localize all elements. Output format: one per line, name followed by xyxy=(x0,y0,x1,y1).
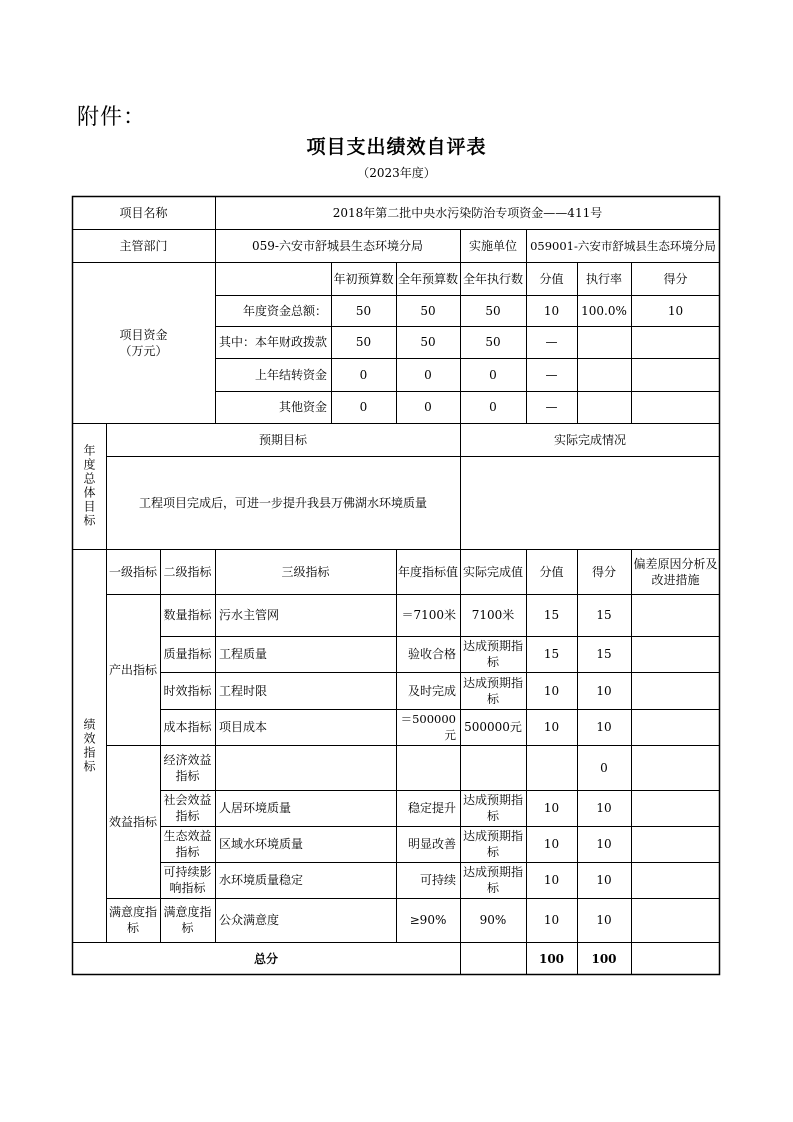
funds-col-header: 全年预算数 xyxy=(398,271,459,286)
dept-label: 主管部门 xyxy=(119,238,168,253)
dept-value: 059-六安市舒城县生态环境分局 xyxy=(252,238,423,253)
remark-cell xyxy=(631,862,720,898)
score-value-cell: 15 xyxy=(543,608,560,622)
funds-cell: — xyxy=(545,400,558,414)
total-score: 100 xyxy=(591,951,617,966)
actual-cell: 达成预期指标 xyxy=(462,675,523,706)
indicator-col-header: 二级指标 xyxy=(163,564,212,579)
funds-cell: 50 xyxy=(485,303,501,318)
funds-cell: — xyxy=(545,335,558,349)
total-actual-cell xyxy=(460,942,526,975)
expected-goal-text: 工程项目完成后，可进一步提升我县万佛湖水环境质量 xyxy=(138,495,427,510)
level3-cell xyxy=(215,745,396,790)
score-cell: 10 xyxy=(596,873,612,887)
level2-cell: 时效指标 xyxy=(163,683,212,698)
funds-cell xyxy=(631,326,720,358)
indicator-col-header: 三级指标 xyxy=(281,564,330,579)
remark-cell xyxy=(631,672,720,709)
total-remark-cell xyxy=(631,942,720,975)
indicator-col-header: 得分 xyxy=(591,564,616,579)
funds-cell: 0 xyxy=(424,400,432,414)
funds-cell: 50 xyxy=(420,335,436,349)
score-cell: 15 xyxy=(596,647,612,661)
funds-cell: 50 xyxy=(355,303,372,318)
target-cell xyxy=(396,745,460,790)
total-score-value: 100 xyxy=(538,951,565,966)
actual-cell: 达成预期指标 xyxy=(462,829,523,859)
funds-cell: 0 xyxy=(489,367,497,382)
project-name-label: 项目名称 xyxy=(119,205,168,220)
indicator-col-header: 实际完成值 xyxy=(462,564,523,579)
target-cell: 明显改善 xyxy=(407,837,456,851)
funds-cell xyxy=(577,391,631,423)
score-cell: 10 xyxy=(596,720,612,734)
score-cell: 10 xyxy=(596,683,612,698)
funds-cell: 0 xyxy=(489,400,497,414)
funds-col-header: 全年执行数 xyxy=(462,271,523,286)
level3-cell: 工程质量 xyxy=(219,647,268,661)
funds-cell: 0 xyxy=(359,367,368,382)
funds-col-header: 得分 xyxy=(663,271,688,286)
target-cell: 稳定提升 xyxy=(407,801,456,815)
level3-cell: 公众满意度 xyxy=(219,913,280,927)
funds-cell: — xyxy=(545,367,558,382)
score-cell: 15 xyxy=(596,608,612,622)
funds-label-line1: 项目资金 xyxy=(119,327,168,342)
funds-col-header: 执行率 xyxy=(585,271,622,286)
level2-cell: 生态效益指标 xyxy=(163,829,212,859)
indicator-col-header: 偏差原因分析及改进措施 xyxy=(633,556,718,587)
target-cell: 可持续 xyxy=(419,873,456,887)
level2-cell: 满意度指标 xyxy=(163,905,212,935)
target-cell: 验收合格 xyxy=(407,647,456,661)
level2-cell: 数量指标 xyxy=(163,608,212,622)
remark-cell xyxy=(631,636,720,672)
score-value-cell: 15 xyxy=(543,647,560,661)
funds-col-header: 年初预算数 xyxy=(333,271,394,286)
level1-benefit: 效益指标 xyxy=(108,814,157,829)
actual-cell: 500000元 xyxy=(464,720,522,734)
funds-col-header: 分值 xyxy=(539,271,564,286)
funds-cell: 0 xyxy=(424,367,432,382)
level3-cell: 水环境质量稳定 xyxy=(219,873,304,887)
score-cell: 0 xyxy=(600,760,608,775)
level2-cell: 可持续影响指标 xyxy=(163,865,212,895)
score-value-cell xyxy=(526,745,577,790)
score-value-cell: 10 xyxy=(543,801,560,815)
actual-cell: 达成预期指标 xyxy=(462,865,523,895)
level2-cell: 经济效益指标 xyxy=(163,752,212,783)
remark-cell xyxy=(631,745,720,790)
score-cell: 10 xyxy=(596,913,612,927)
project-name-value: 2018年第二批中央水污染防治专项资金——411号 xyxy=(332,205,603,220)
funds-row-label: 上年结转资金 xyxy=(254,367,327,382)
score-cell: 10 xyxy=(596,801,612,815)
remark-cell xyxy=(631,898,720,942)
target-cell: 及时完成 xyxy=(407,683,456,698)
score-value-cell: 10 xyxy=(543,683,560,698)
impl-label: 实施单位 xyxy=(468,238,517,253)
indicator-col-header: 年度指标值 xyxy=(398,564,459,579)
funds-label xyxy=(72,262,215,423)
impl-value: 059001-六安市舒城县生态环境分局 xyxy=(530,238,716,253)
goals-section-label: 年度总体目标 xyxy=(82,444,96,528)
funds-cell: 100.0% xyxy=(581,303,627,318)
indicator-col-header: 一级指标 xyxy=(108,564,157,579)
actual-result-text xyxy=(460,456,720,549)
funds-cell: 50 xyxy=(355,335,372,349)
funds-cell: 10 xyxy=(543,303,560,318)
attachment-label: 附件： xyxy=(77,105,147,130)
level1-output: 产出指标 xyxy=(108,662,157,677)
funds-cell: 10 xyxy=(667,303,684,318)
level3-cell: 工程时限 xyxy=(219,683,268,698)
actual-cell xyxy=(460,745,526,790)
score-value-cell: 10 xyxy=(543,913,560,927)
score-value-cell: 10 xyxy=(543,837,560,851)
funds-cell: 50 xyxy=(420,303,436,318)
level3-cell: 区域水环境质量 xyxy=(219,837,304,851)
actual-result-header: 实际完成情况 xyxy=(553,432,626,447)
target-cell: ≥90% xyxy=(409,913,447,927)
indicators-section-label: 绩效指标 xyxy=(82,717,96,774)
funds-row-label: 年度资金总额： xyxy=(242,303,327,318)
level2-cell: 成本指标 xyxy=(163,720,212,734)
actual-cell: 7100米 xyxy=(471,608,515,622)
remark-cell xyxy=(631,594,720,636)
actual-cell: 达成预期指标 xyxy=(462,793,523,823)
actual-cell: 90% xyxy=(479,913,507,927)
score-value-cell: 10 xyxy=(543,720,560,734)
funds-row-label: 其中：本年财政拨款 xyxy=(218,335,327,349)
remark-cell xyxy=(631,790,720,826)
level1-satisfaction: 满意度指标 xyxy=(108,905,157,935)
remark-cell xyxy=(631,826,720,862)
year-subtitle: （2023年度） xyxy=(357,166,436,180)
level3-cell: 污水主管网 xyxy=(219,608,280,622)
target-cell: ＝7100米 xyxy=(401,608,456,622)
funds-cell xyxy=(631,358,720,391)
funds-cell xyxy=(631,391,720,423)
total-label: 总分 xyxy=(253,951,278,966)
level2-cell: 质量指标 xyxy=(163,647,212,661)
score-value-cell: 10 xyxy=(543,873,560,887)
funds-cell xyxy=(577,358,631,391)
funds-cell: 50 xyxy=(485,335,501,349)
level3-cell: 项目成本 xyxy=(219,720,268,734)
funds-cell xyxy=(577,326,631,358)
expected-goal-header: 预期目标 xyxy=(258,432,307,447)
page-title: 项目支出绩效自评表 xyxy=(306,136,487,158)
actual-cell: 达成预期指标 xyxy=(462,639,523,669)
indicator-col-header: 分值 xyxy=(539,564,564,579)
funds-label-line2: （万元） xyxy=(119,343,168,358)
level3-cell: 人居环境质量 xyxy=(219,801,292,815)
funds-row-label: 其他资金 xyxy=(278,400,327,414)
score-cell: 10 xyxy=(596,837,612,851)
funds-cell: 0 xyxy=(359,400,368,414)
target-cell: ＝500000元 xyxy=(400,712,456,742)
level2-cell: 社会效益指标 xyxy=(163,793,212,823)
remark-cell xyxy=(631,709,720,745)
